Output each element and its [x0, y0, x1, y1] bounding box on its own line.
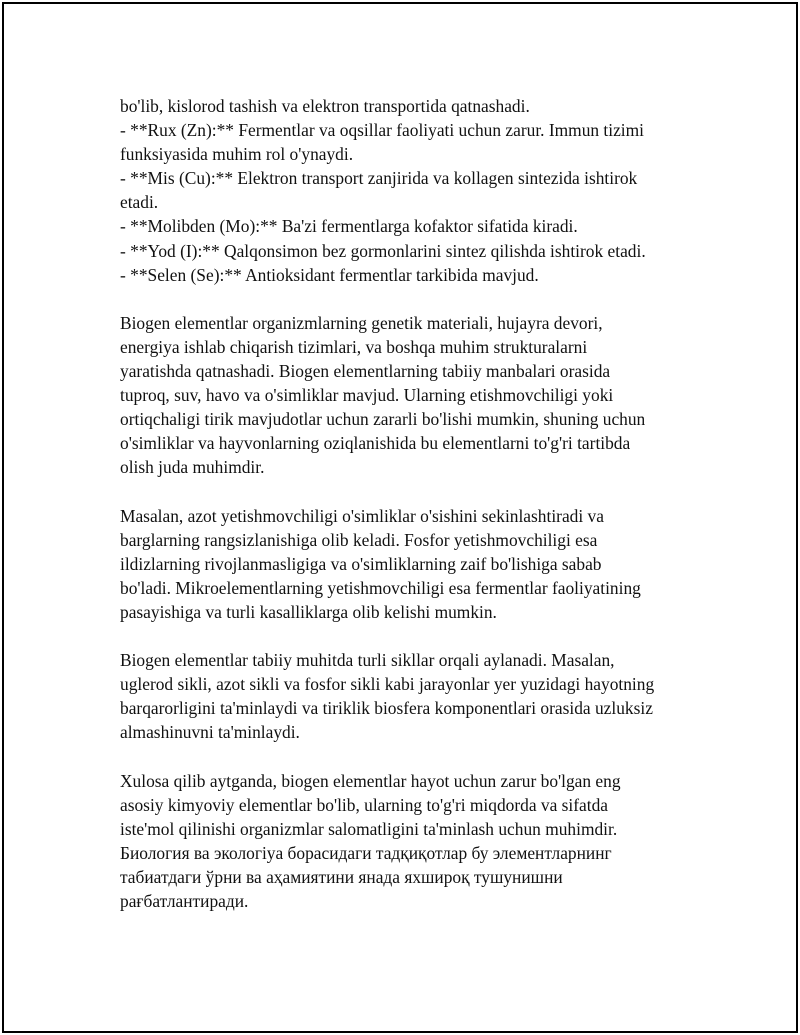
text-line: - **Yod (I):** Qalqonsimon bez gormonlarini sintez qilishda ishtirok etadi. — [120, 240, 646, 261]
text-line: bo'ladi. Mikroelementlarning yetishmovchiligi esa fermentlar faoliyatining — [120, 577, 641, 598]
text-line: Biogen elementlar organizmlarning genetik materiali, hujayra devori, — [120, 312, 603, 333]
text-line: табиатдаги ўрни ва аҳамиятини янада яхшироқ тушунишни — [120, 867, 563, 887]
text-line: - **Rux (Zn):** Fermentlar va oqsillar faoliyati uchun zarur. Immun tizimi — [120, 120, 645, 141]
text-line: - **Molibden (Mo):** Ba'zi fermentlarga kofaktor sifatida kiradi. — [120, 216, 578, 237]
element-list — [120, 118, 700, 287]
text-line: ortiqchaligi tirik mavjudotlar uchun zararli bo'lishi mumkin, shuning uchun — [120, 409, 646, 430]
text-line: pasayishiga va turli kasalliklarga olib kelishi mumkin. — [120, 601, 497, 622]
paragraph-conclusion — [120, 769, 700, 914]
paragraph-biogen-roles — [120, 311, 700, 480]
paragraph-gap — [120, 480, 700, 504]
text-line: yaratishda qatnashadi. Biogen elementlarning tabiiy manbalari orasida — [120, 361, 611, 382]
list-item-copper — [120, 166, 700, 214]
text-line: barglarning rangsizlanishiga olib keladi. Fosfor yetishmovchiligi esa — [120, 529, 598, 550]
text-line: o'simliklar va hayvonlarning oziqlanishida bu elementlarni to'g'ri tartibda — [120, 433, 631, 454]
text-line: asosiy kimyoviy elementlar bo'lib, ularning to'g'ri miqdorda va sifatda — [120, 794, 609, 815]
list-item-molybdenum — [120, 214, 700, 238]
text-line: funksiyasida muhim rol o'ynaydi. — [120, 144, 354, 165]
paragraph-gap — [120, 624, 700, 648]
text-line: Biogen elementlar tabiiy muhitda turli sikllar orqali aylanadi. Masalan, — [120, 650, 615, 671]
text-line: energiya ishlab chiqarish tizimlari, va boshqa muhim strukturalarni — [120, 336, 588, 357]
paragraph-gap — [120, 745, 700, 769]
text-line: рағбатлантиради. — [120, 891, 249, 912]
list-item-zinc — [120, 118, 700, 166]
paragraph-deficiency-examples — [120, 504, 700, 624]
text-line: tuproq, suv, havo va o'simliklar mavjud. Ularning etishmovchiligi yoki — [120, 385, 614, 406]
text-line: - **Selen (Se):** Antioksidant fermentlar tarkibida mavjud. — [120, 264, 539, 285]
text-line: Xulosa qilib aytganda, biogen elementlar hayot uchun zarur bo'lgan eng — [120, 770, 621, 791]
paragraph-gap — [120, 287, 700, 311]
page-content — [120, 94, 700, 913]
paragraph-biogeochemical-cycles — [120, 648, 700, 744]
text-line: Masalan, azot yetishmovchiligi o'simliklar o'sishini sekinlashtiradi va — [120, 505, 604, 526]
text-line: - **Mis (Cu):** Elektron transport zanjirida va kollagen sintezida ishtirok — [120, 168, 638, 189]
text-line: barqarorligini ta'minlaydi va tiriklik biosfera komponentlari orasida uzluksiz — [120, 698, 653, 719]
text-line: etadi. — [120, 192, 159, 213]
list-continuation — [120, 94, 700, 118]
text-line: bo'lib, kislorod tashish va elektron transportida qatnashadi. — [120, 96, 530, 116]
text-line: Биология ва экологiya борасидаги тадқиқотлар бу элементларнинг — [120, 842, 612, 863]
text-line: almashinuvni ta'minlaydi. — [120, 722, 300, 743]
text-line: uglerod sikli, azot sikli va fosfor sikli kabi jarayonlar yer yuzidagi hayotning — [120, 674, 655, 695]
text-line: olish juda muhimdir. — [120, 457, 265, 478]
text-line: iste'mol qilinishi organizmlar salomatligini ta'minlash uchun muhimdir. — [120, 818, 618, 839]
list-item-iodine — [120, 239, 700, 263]
list-item-selenium — [120, 263, 700, 287]
text-line: ildizlarning rivojlanmasligiga va o'simliklarning zaif bo'lishiga sabab — [120, 553, 602, 574]
page-frame — [2, 2, 798, 1033]
